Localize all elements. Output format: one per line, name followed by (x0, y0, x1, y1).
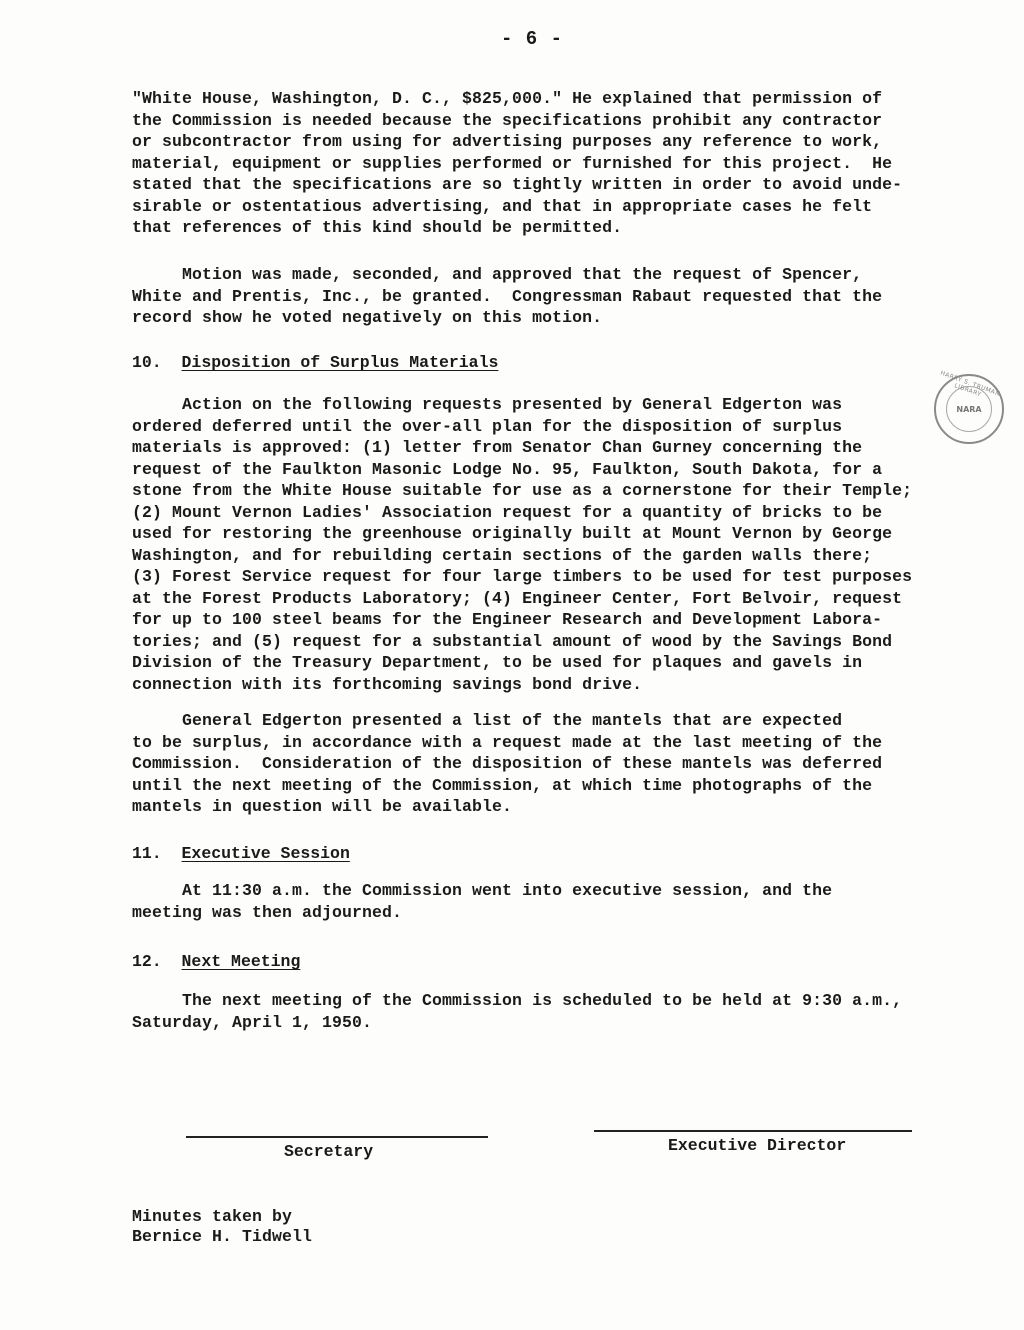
section-heading-12 (132, 951, 300, 973)
section-heading-11 (132, 843, 350, 865)
section-number: 11. (132, 844, 162, 863)
stamp-center: NARA (946, 386, 992, 432)
stamp-ring-text: HARRY S. TRUMAN LIBRARY (939, 369, 1002, 399)
paragraph-motion: Motion was made, seconded, and approved that the request of Spencer, White and Prentis, Inc., be granted. Congressman Rabaut requested that the record show he voted negatively on this motion. (132, 265, 883, 327)
signature-line-executive-director (594, 1130, 912, 1132)
minutes-taker-name: Bernice H. Tidwell (132, 1227, 313, 1246)
paragraph-surplus-requests: Action on the following requests presented by General Edgerton was ordered deferred until the over-all plan for the disposition of surplus materials is approved: (1) letter from Senator Chan Gurney concerning the request of the Faulkton Masonic Lodge No. 95, Faulkton, South Dakota, for a stone from the White House suitable for use as a cornerstone for their Temple; (2) Mount Vernon Ladies' Association request for a quantity of bricks to be used for restoring the greenhouse originally built at Mount Vernon by George Washington, and for rebuilding certain sections of the garden walls there; (3) Forest Service request for four large timbers to be used for test purposes at the Forest Products Laboratory; (4) Engineer Center, Fort Belvoir, request for up to 100 steel beams for the Engineer Research and Development Labora- tories; and (5) request for a substantial amount of wood by the Savings Bond Division of the Treasury Department, to be used for plaques and gavels in connection with its forthcoming savings bond drive. (132, 395, 913, 694)
page-number: - 6 - (500, 28, 563, 50)
library-stamp-icon (934, 369, 1004, 444)
section-number: 10. (132, 353, 162, 372)
paragraph-mantels: General Edgerton presented a list of the mantels that are expected to be surplus, in accordance with a request made at the last meeting of the Commission. Consideration of the disposition of these mantels was deferred until the next meeting of the Commission, at which time photographs of the mantels in question will be available. (132, 711, 883, 816)
signature-line-secretary (186, 1136, 488, 1138)
section-number: 12. (132, 952, 162, 971)
section-title: Disposition of Surplus Materials (181, 353, 499, 372)
minutes-taken-by: Minutes taken by (132, 1207, 293, 1226)
section-heading-10 (132, 352, 498, 374)
paragraph-white-house-contract: "White House, Washington, D. C., $825,000." He explained that permission of the Commission is needed because the specifications prohibit any contractor or subcontractor from using for advertising purposes any reference to work, material, equipment or supplies performed or furnished for this project. He stated that the specifications are so tightly written in order to avoid unde- sirable or ostentatious advertising, and that in appropriate cases he felt that references of this kind should be permitted. (132, 89, 903, 237)
section-title: Next Meeting (181, 952, 301, 971)
paragraph-executive-session: At 11:30 a.m. the Commission went into executive session, and the meeting was then adjourned. (132, 881, 833, 922)
paragraph-next-meeting: The next meeting of the Commission is scheduled to be held at 9:30 a.m., Saturday, April 1, 1950. (132, 991, 903, 1032)
signature-label-secretary: Secretary (284, 1142, 374, 1161)
signature-label-executive-director: Executive Director (668, 1136, 847, 1155)
section-title: Executive Session (181, 844, 350, 863)
